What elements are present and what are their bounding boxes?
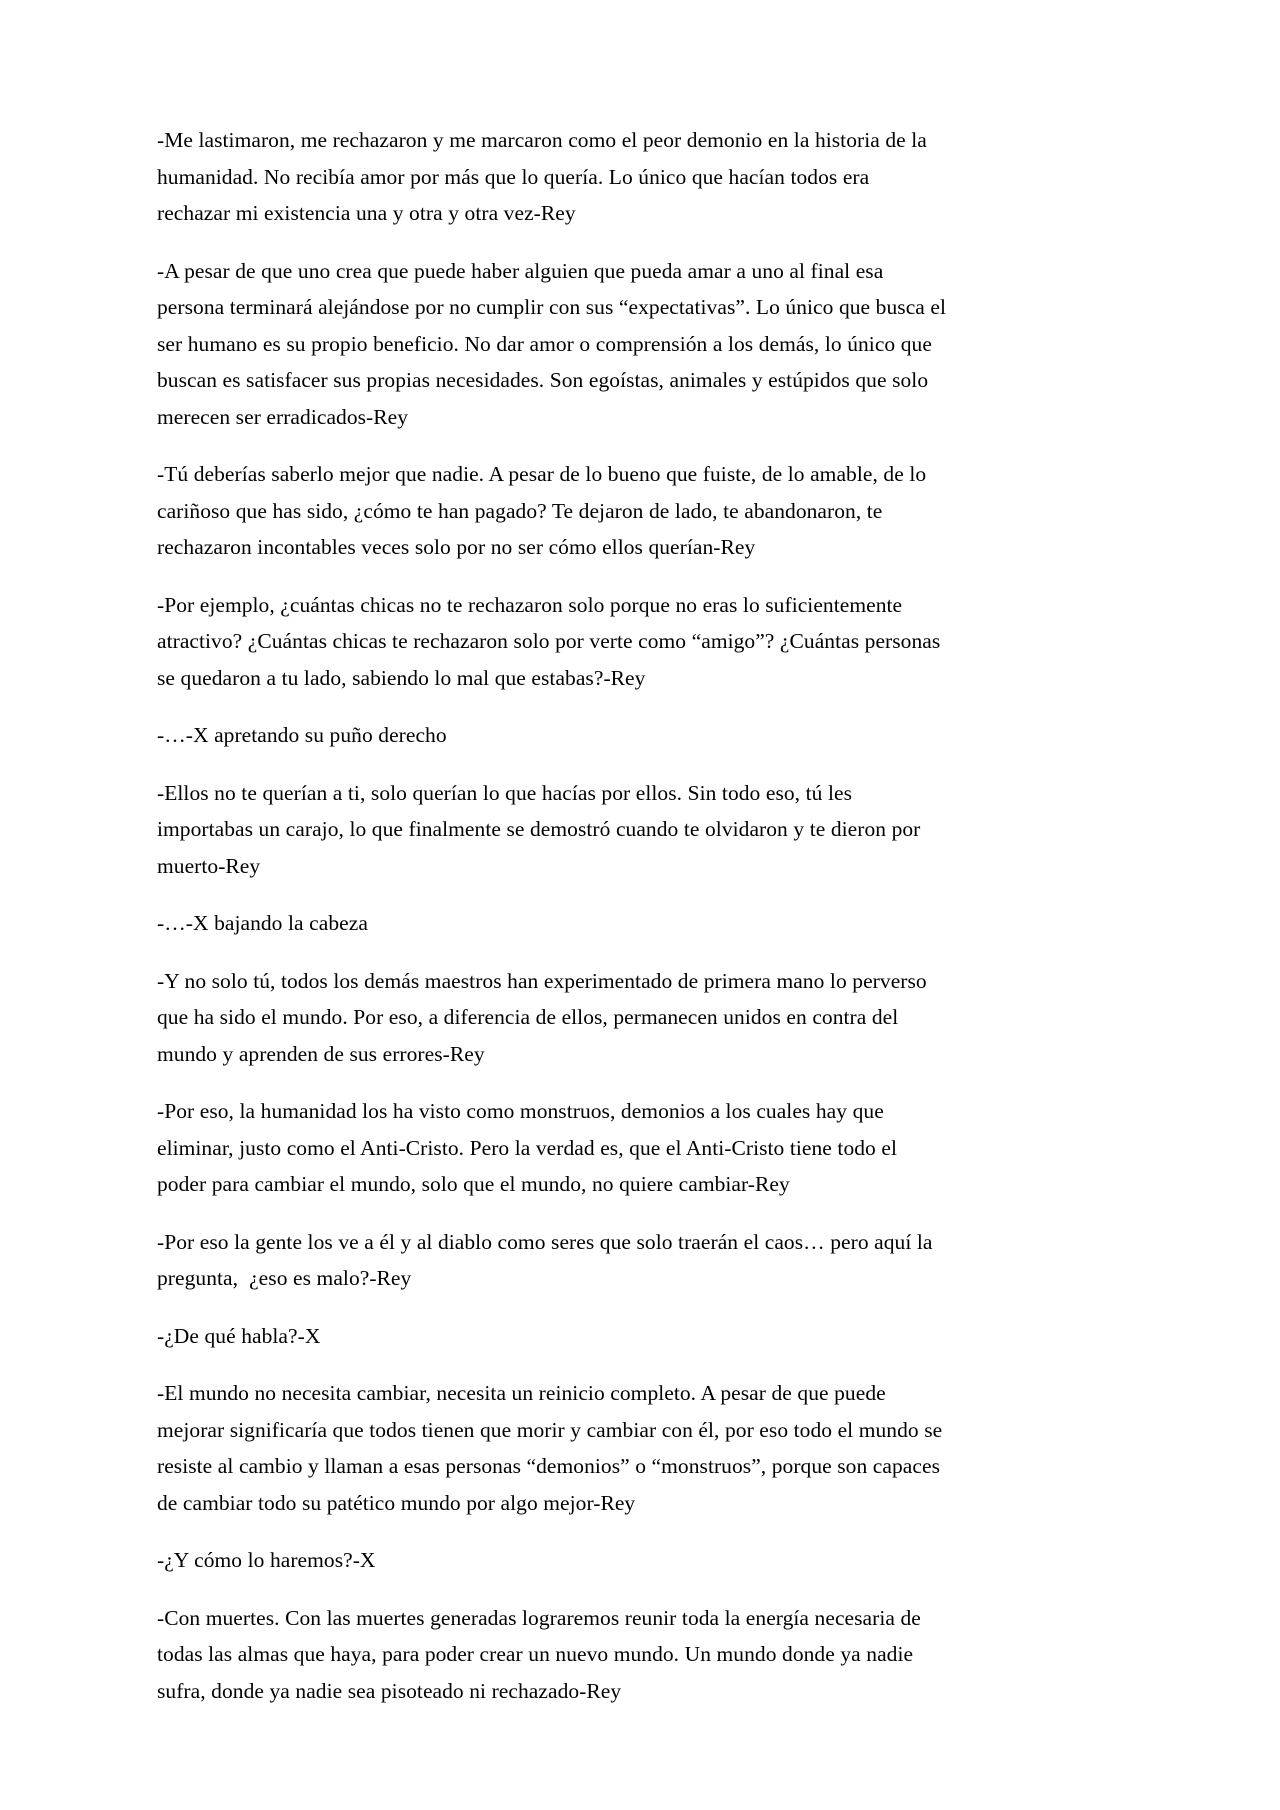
paragraph: -Ellos no te querían a ti, solo querían lo que hacías por ellos. Sin todo eso, tú les importabas un carajo, lo que finalmente se demostró cuando te olvidaron y te dieron por muerto-Rey xyxy=(157,780,926,878)
paragraph: -A pesar de que uno crea que puede haber alguien que pueda amar a uno al final esa persona terminará alejándose por no cumplir con sus “expectativas”. Lo único que busca el ser humano es su propio beneficio. No dar amor o comprensión a los demás, lo único que buscan es satisfacer sus propias necesidades. Son egoístas, animales y estúpidos que solo merecen ser erradicados-Rey xyxy=(157,258,952,429)
paragraph: -Y no solo tú, todos los demás maestros han experimentado de primera mano lo perverso que ha sido el mundo. Por eso, a diferencia de ellos, permanecen unidos en contra del mundo y aprenden de sus errores-Rey xyxy=(157,968,933,1066)
paragraph: -…-X bajando la cabeza xyxy=(157,911,368,935)
paragraph: -Por eso, la humanidad los ha visto como monstruos, demonios a los cuales hay que eliminar, justo como el Anti-Cristo. Pero la verdad es, que el Anti-Cristo tiene todo el poder para cambiar el mundo, solo que el mundo, no quiere cambiar-Rey xyxy=(157,1099,903,1196)
paragraph: -Por eso la gente los ve a él y al diablo como seres que solo traerán el caos… pero aquí la pregunta, ¿eso es malo?-Rey xyxy=(157,1229,939,1290)
paragraph: -Me lastimaron, me rechazaron y me marcaron como el peor demonio en la historia de la humanidad. No recibía amor por más que lo quería. Lo único que hacían todos era rechazar mi existencia una y otra y otra vez-Rey xyxy=(157,128,933,225)
paragraph: -Por ejemplo, ¿cuántas chicas no te rechazaron solo porque no eras lo suficientemente atractivo? ¿Cuántas chicas te rechazaron solo por verte como “amigo”? ¿Cuántas personas se quedaron a tu lado, sabiendo lo mal que estabas?-Rey xyxy=(157,592,946,690)
paragraph: -¿Y cómo lo haremos?-X xyxy=(157,1548,376,1572)
paragraph: -Tú deberías saberlo mejor que nadie. A pesar de lo bueno que fuiste, de lo amable, de lo cariñoso que has sido, ¿cómo te han pagado? Te dejaron de lado, te abandonaron, te rechazaron incontables veces solo por no ser cómo ellos querían-Rey xyxy=(157,462,932,559)
paragraph: -Con muertes. Con las muertes generadas lograremos reunir toda la energía necesaria de todas las almas que haya, para poder crear un nuevo mundo. Un mundo donde ya nadie sufra, donde ya nadie sea pisoteado ni rechazado-Rey xyxy=(157,1605,927,1703)
document-text-body xyxy=(157,122,952,1709)
paragraph: -El mundo no necesita cambiar, necesita un reinicio completo. A pesar de que puede mejorar significaría que todos tienen que morir y cambiar con él, por eso todo el mundo se resiste al cambio y llaman a esas personas “demonios” o “monstruos”, porque son capaces de cambiar todo su patético mundo por algo mejor-Rey xyxy=(157,1381,948,1515)
paragraph: -¿De qué habla?-X xyxy=(157,1323,321,1348)
paragraph: -…-X apretando su puño derecho xyxy=(157,723,447,747)
